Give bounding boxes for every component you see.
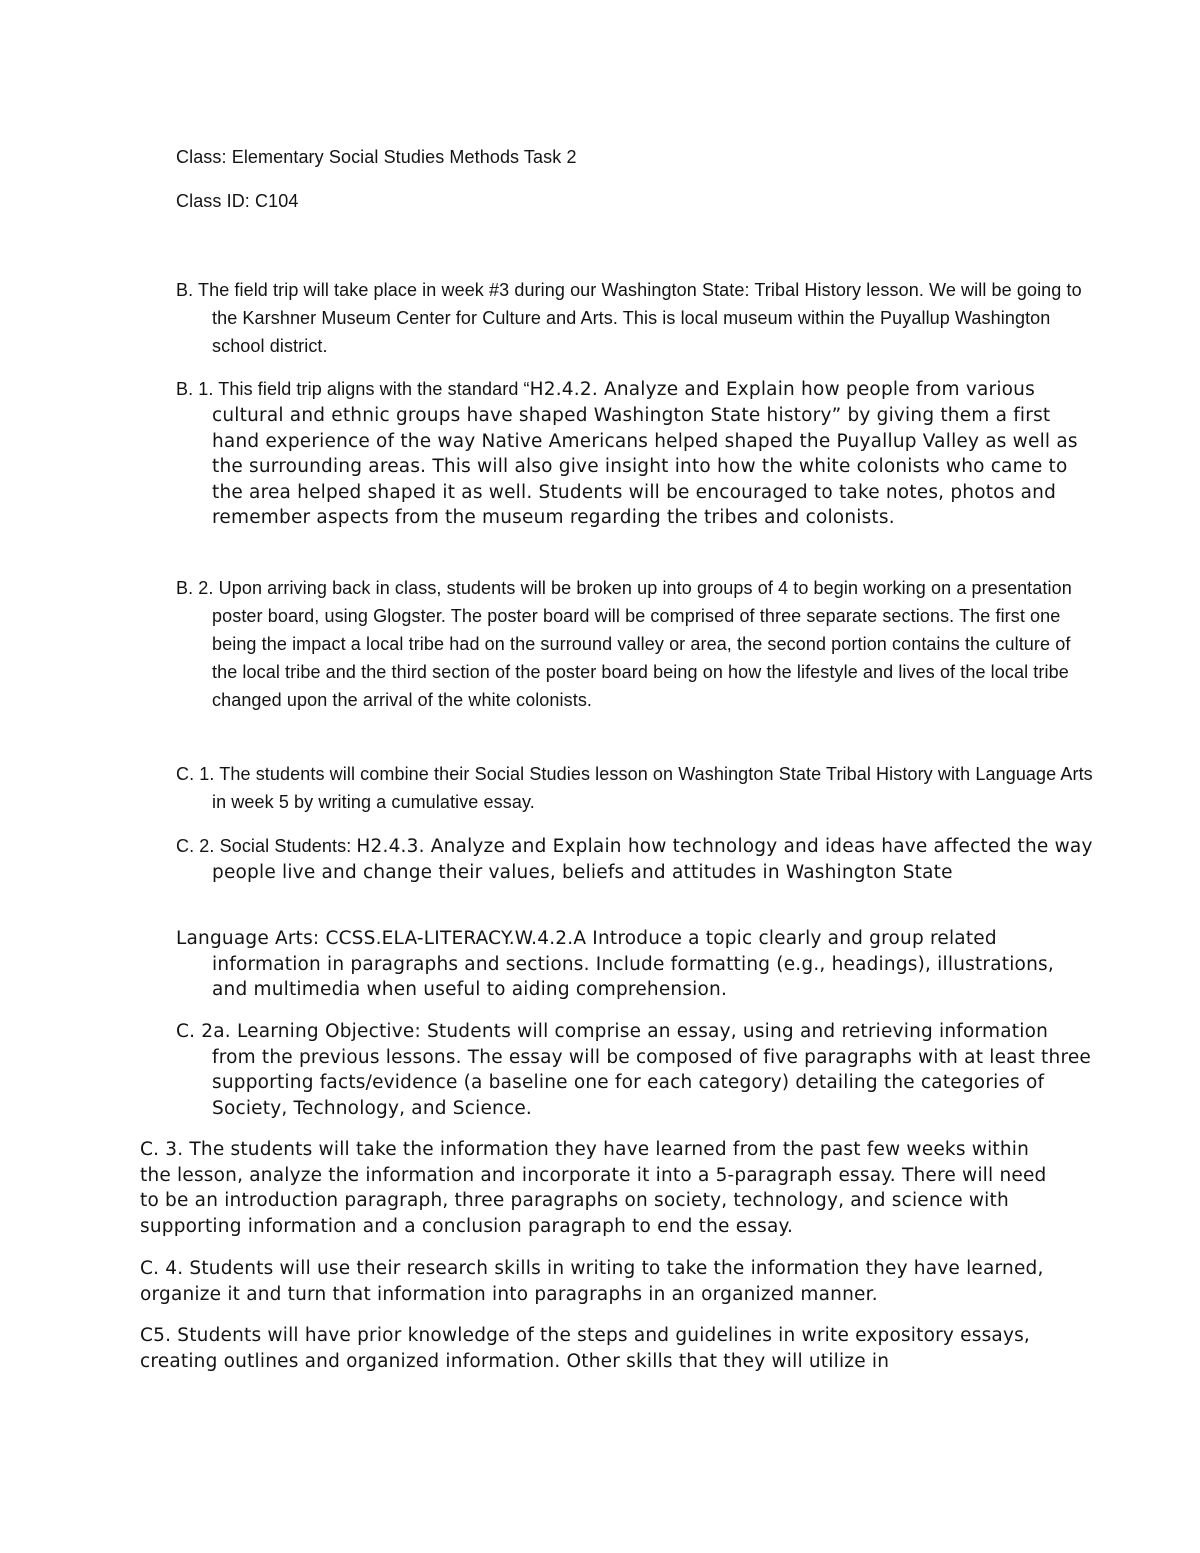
paragraph-c1: C. 1. The students will combine their Social Studies lesson on Washington State Tribal History with Language Arts in week 5 by writing a cumulative essay.: [176, 764, 1093, 812]
paragraph-b2: B. 2. Upon arriving back in class, students will be broken up into groups of 4 to begin working on a presentation poster board, using Glogster. The poster board will be comprised of three separate sections. The first one being the impact a local tribe had on the surround valley or area, the second portion contains the culture of the local tribe and the third section of the poster board being on how the lifestyle and lives of the local tribe changed upon the arrival of the white colonists.: [176, 578, 1072, 710]
class-title: Class: Elementary Social Studies Methods Task 2: [176, 147, 577, 167]
paragraph-c5: C5. Students will have prior knowledge of the steps and guidelines in write expository essays, creating outlines and organized information. Other skills that they will utilize in: [140, 1325, 1031, 1372]
paragraph-b1-prefix: B. 1. This field trip aligns with the standard “: [176, 379, 530, 399]
paragraph-c2: [176, 832, 1094, 886]
paragraph-c2a: C. 2a. Learning Objective: Students will comprise an essay, using and retrieving information from the previous lessons. The essay will be composed of five paragraphs with at least three supporting facts/evidence (a baseline one for each category) detailing the categories of Society, Technology, and Science.: [176, 1021, 1092, 1119]
paragraph-language-arts: Language Arts: CCSS.ELA-LITERACY.W.4.2.A Introduce a topic clearly and group related information in paragraphs and sections. Include formatting (e.g., headings), illustrations, and multimedia when useful to aiding comprehension.: [176, 928, 1054, 1000]
paragraph-b1-body: H2.4.2. Analyze and Explain how people from various cultural and ethnic groups have shaped Washington State history” by giving them a first hand experience of the way Native Americans helped shaped the Puyallup Valley as well as the surrounding areas. This will also give insight into how the white colonists who came to the area helped shaped it as well. Students will be encouraged to take notes, photos and remember aspects from the museum regarding the tribes and colonists.: [212, 379, 1078, 528]
paragraph-c3: C. 3. The students will take the information they have learned from the past few weeks within the lesson, analyze the information and incorporate it into a 5-paragraph essay. There will need to be an introduction paragraph, three paragraphs on society, technology, and science with supporting information and a conclusion paragraph to end the essay.: [140, 1139, 1047, 1237]
paragraph-b: B. The field trip will take place in week #3 during our Washington State: Tribal History lesson. We will be going to the Karshner Museum Center for Culture and Arts. This is local museum within the Puyallup Washington school district.: [176, 280, 1082, 356]
paragraph-c2-prefix: C. 2. Social Students:: [176, 836, 357, 856]
paragraph-c4: C. 4. Students will use their research skills in writing to take the information they have learned, organize it and turn that information into paragraphs in an organized manner.: [140, 1258, 1044, 1305]
class-id: Class ID: C104: [176, 191, 299, 211]
paragraph-c2-body: H2.4.3. Analyze and Explain how technology and ideas have affected the way people live and change their values, beliefs and attitudes in Washington State: [212, 836, 1093, 883]
paragraph-b1: [176, 375, 1094, 531]
